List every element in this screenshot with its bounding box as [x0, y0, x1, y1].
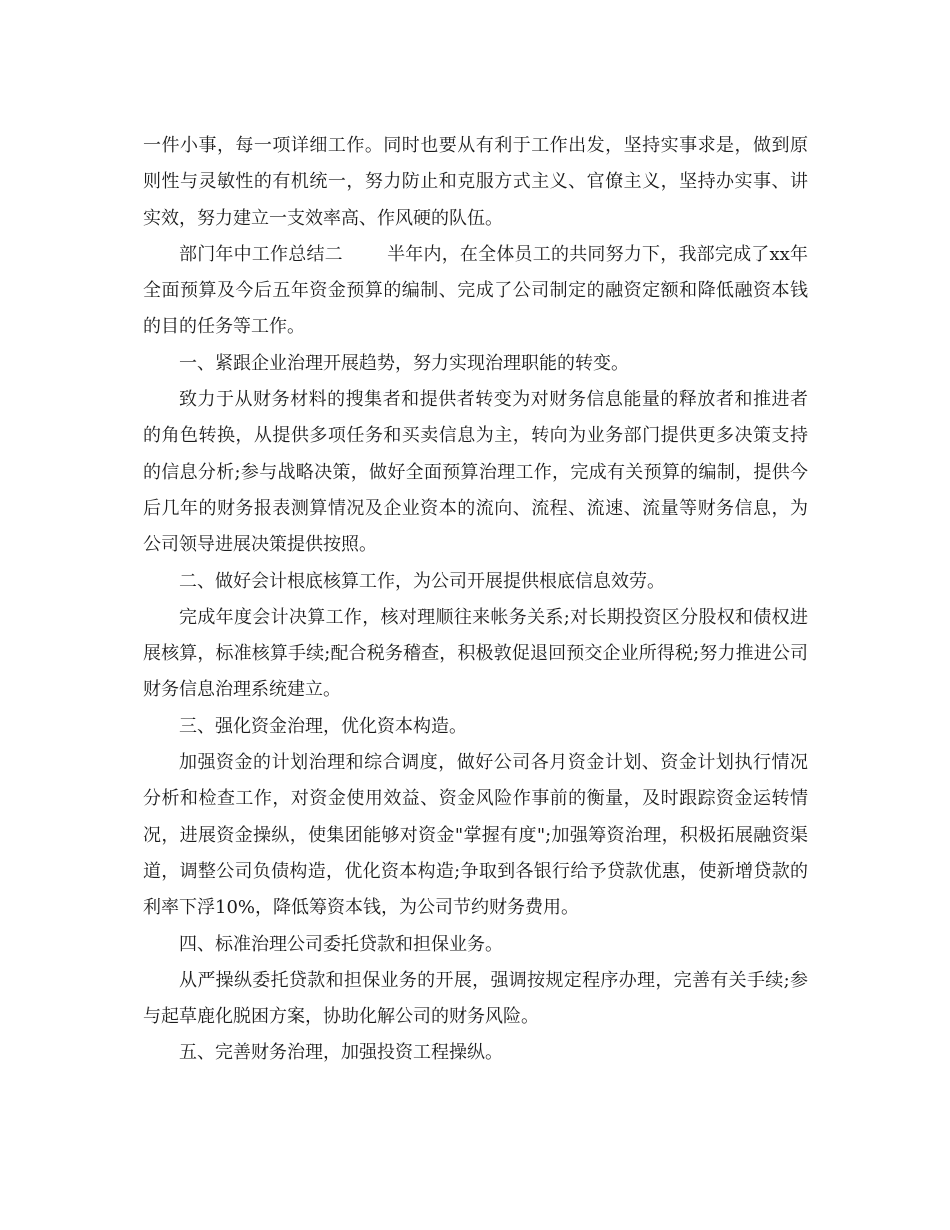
paragraph-point-one-detail: 致力于从财务材料的搜集者和提供者转变为对财务信息能量的释放者和推进者的角色转换，从提供多项任务和买卖信息为主，转向为业务部门提供更多决策支持的信息分析;参与战略决策，做好全面预算治理工作，完成有关预算的编制，提供今后几年的财务报表测算情况及企业资本的流向、流程、流速、流量等财务信息，为公司领导进展决策提供按照。 [143, 389, 808, 556]
paragraph-point-one: 一、紧跟企业治理开展趋势，努力实现治理职能的转变。 [179, 352, 629, 374]
paragraph-section-two-intro [143, 237, 808, 346]
paragraph-point-four: 四、标准治理公司委托贷款和担保业务。 [179, 933, 503, 955]
paragraph-point-two-detail: 完成年度会计决算工作，核对理顺往来帐务关系;对长期投资区分股权和债权进展核算，标准核算手续;配合税务稽查，积极敦促退回预交企业所得税;努力推进公司财务信息治理系统建立。 [143, 606, 808, 701]
paragraph-point-three: 三、强化资金治理，优化资本构造。 [179, 715, 467, 737]
paragraph-point-five: 五、完善财务治理，加强投资工程操纵。 [179, 1042, 503, 1064]
paragraph-continuation: 一件小事，每一项详细工作。同时也要从有利于工作出发，坚持实事求是，做到原则性与灵敏性的有机统一，努力防止和克服方式主义、官僚主义，坚持办实事、讲实效，努力建立一支效率高、作风硬的队伍。 [143, 135, 808, 229]
paragraph-point-four-detail: 从严操纵委托贷款和担保业务的开展，强调按规定程序办理，完善有关手续;参与起草鹿化脱困方案，协助化解公司的财务风险。 [143, 969, 808, 1028]
paragraph-point-two: 二、做好会计根底核算工作，为公司开展提供根底信息效劳。 [179, 570, 665, 592]
paragraph-point-three-detail: 加强资金的计划治理和综合调度，做好公司各月资金计划、资金计划执行情况分析和检查工作，对资金使用效益、资金风险作事前的衡量，及时跟踪资金运转情况，进展资金操纵，使集团能够对资金"掌握有度";加强筹资治理，积极拓展融资渠道，调整公司负债构造，优化资本构造;争取到各银行给予贷款优惠，使新增贷款的利率下浮10%，降低筹资本钱，为公司节约财务费用。 [143, 752, 808, 919]
section-heading: 部门年中工作总结二 [179, 243, 343, 265]
document-body [143, 128, 808, 1072]
section-intro-text: 半年内，在全体员工的共同努力下，我部完成了xx年全面预算及今后五年资金预算的编制、完成了公司制定的融资定额和降低融资本钱的目的任务等工作。 [143, 243, 808, 338]
